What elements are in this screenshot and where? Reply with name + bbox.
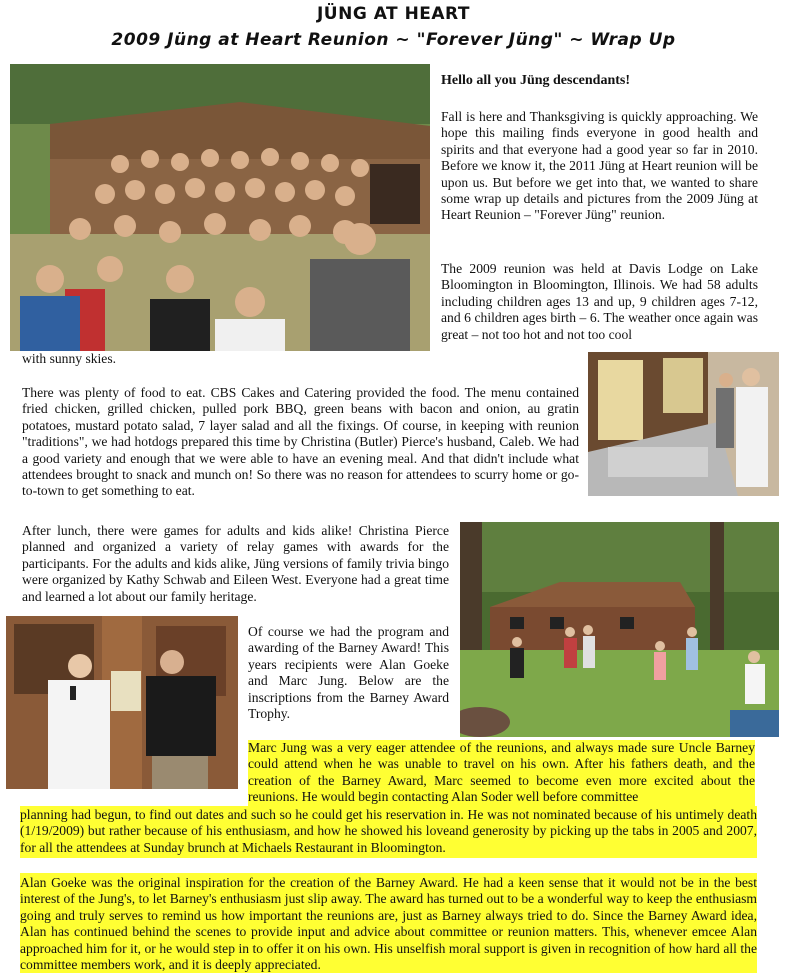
food-paragraph: There was plenty of food to eat. CBS Cakes and Catering provided the food. The menu contained fried chicken, grilled chicken, pulled pork BBQ, green beans with bacon and onion, au gratin potatoes, mustard potato salad, 7 layer salad and all the fixings. Of course, in keeping with reunion "traditions", we had hotdogs prepared this time by Christina (Butler) Pierce's husband, Caleb. We had a good variety and enough that we were able to have an evening meal. And that didn't include what attendees brought to snack and munch on! So there was no reason for attendees to scurry home or go-to-town to get something to eat. bbox=[22, 385, 579, 499]
marc-paragraph-start bbox=[248, 740, 755, 806]
intro-paragraph: Fall is here and Thanksgiving is quickly approaching. We hope this mailing finds everyone in good health and spirits and that everyone had a good year so far in 2010. Before we know it, the 2011 Jüng at Heart reunion will be upon us. But before we get into that, we wanted to share some wrap up details and pictures from the 2009 Jüng at Heart Reunion – "Forever Jüng" reunion. bbox=[441, 109, 758, 223]
reunion-paragraph-end: with sunny skies. bbox=[22, 351, 117, 366]
lodge-games-photo bbox=[460, 522, 779, 737]
food-buffet-photo bbox=[588, 352, 779, 496]
group-photo bbox=[10, 64, 430, 351]
award-presentation-photo bbox=[6, 616, 238, 789]
marc-paragraph-part2: planning had begun, to find out dates and such so he could get his reservation in. He was not nominated because of his untimely death (1/19/2009) but rather because of his enthusiasm, and how he showed his loveand generosity by picking up the tabs in 2005 and 2007, for all the attendees at Sunday brunch at Michaels Restaurant in Bloomington. bbox=[20, 807, 757, 855]
reunion-paragraph: The 2009 reunion was held at Davis Lodge on Lake Bloomington in Bloomington, Illinois. We had 58 adults including children ages 13 and up, 9 children ages 7-12, and 6 children ages birth – 6. The weather once again was great – not too hot and not too cool bbox=[441, 261, 758, 342]
newsletter-subtitle: 2009 Jüng at Heart Reunion ~ "Forever Jüng" ~ Wrap Up bbox=[111, 30, 676, 50]
greeting: Hello all you Jüng descendants! bbox=[441, 73, 631, 88]
games-paragraph: After lunch, there were games for adults and kids alike! Christina Pierce planned and organized a variety of relay games with awards for the participants. For the adults and kids alike, Jüng versions of family trivia bingo were organized by Kathy Schwab and Eileen West. Everyone had a great time and learned a lot about our family heritage. bbox=[22, 523, 449, 604]
newsletter-title: JÜNG AT HEART bbox=[316, 4, 470, 24]
marc-paragraph-end bbox=[20, 807, 757, 856]
alan-paragraph: Alan Goeke was the original inspiration for the creation of the Barney Award. He had a keen sense that it would not be in the best interest of the Jung's, to let Barney's enthusiasm just slip away. The award has turned out to be a wonderful way to keep the enthusiasm going and truly serves to remind us how important the reunions are, just as Barney always tried to do. Since the Barney Award idea, Alan has continued behind the scenes to provide input and advice about committee or reunion matters. This, whenever emcee Alan approached him for it, or he would step in to offer it on his own. His unselfish moral support is given in recognition of how hard all the committee members work, and it is deeply appreciated. bbox=[20, 875, 757, 973]
marc-paragraph-part1: Marc Jung was a very eager attendee of the reunions, and always made sure Uncle Barney could attend when he was unable to travel on his own. After his fathers death, and the creation of the Barney Award, Marc seemed to become even more excited about the reunions. He would begin contacting Alan Soder well before committee bbox=[248, 740, 755, 805]
award-paragraph: Of course we had the program and awarding of the Barney Award! This years recipients were Alan Goeke and Marc Jung. Below are the inscriptions from the Barney Award Trophy. bbox=[248, 624, 449, 722]
